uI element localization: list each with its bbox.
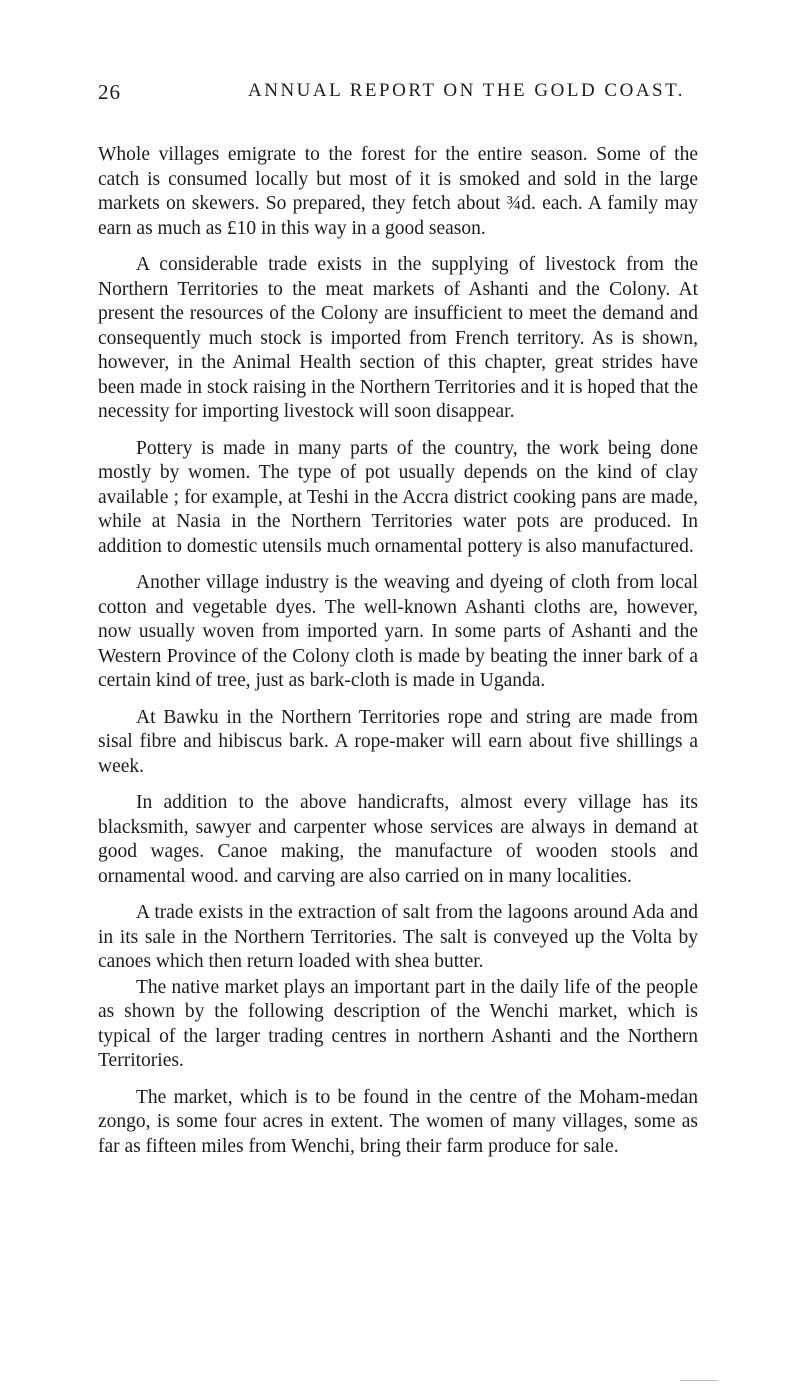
paragraph-pottery: Pottery is made in many parts of the country, the work being done mostly by women. The type of pot usually depends on the kind of clay available ; for example, at Teshi in the Accra district cooking pans are made, while at Nasia in the Northern Territories water pots are produced. In addition to domestic utensils much ornamental pottery is also manufactured. xyxy=(98,437,698,557)
paragraph-weaving: Another village industry is the weaving and dyeing of cloth from local cotton and vegetable dyes. The well-known Ashanti cloths are, however, now usually woven from imported yarn. In some parts of Ashanti and the Western Province of the Colony cloth is made by beating the inner bark of a certain kind of tree, just as bark-cloth is made in Uganda. xyxy=(98,572,698,691)
page-number: 26 xyxy=(98,80,121,104)
paragraph-native-market: The native market plays an important part in the daily life of the people as shown by the following description of the Wenchi market, which is typical of the larger trading centres in northern Ashanti and the Northern Territories. xyxy=(98,976,698,1071)
paragraph-handicrafts: In addition to the above handicrafts, almost every village has its blacksmith, sawyer and carpenter whose services are always in demand at good wages. Canoe making, the manufacture of wooden stools and ornamental wood. and carving are also carried on in many localities. xyxy=(98,792,698,887)
running-title: ANNUAL REPORT ON THE GOLD COAST. xyxy=(248,80,686,101)
paragraph-salt-trade: A trade exists in the extraction of salt from the lagoons around Ada and in its sale in the Northern Territories. The salt is conveyed up the Volta by canoes which then return loaded with shea butter. xyxy=(98,902,698,972)
paragraph-fish-trade: Whole villages emigrate to the forest for the entire season. Some of the catch is consumed locally but most of it is smoked and sold in the large markets on skewers. So prepared, they fetch about ¾d. each. A family may earn as much as £10 in this way in a good season. xyxy=(98,144,698,239)
page-edge-mark xyxy=(680,1380,718,1381)
paragraph-wenchi-market: The market, which is to be found in the centre of the Moham-medan zongo, is some four acres in extent. The women of many villages, some as far as fifteen miles from Wenchi, bring their farm produce for sale. xyxy=(98,1086,698,1157)
paragraph-rope-making: At Bawku in the Northern Territories rope and string are made from sisal fibre and hibiscus bark. A rope-maker will earn about five shillings a week. xyxy=(98,706,698,777)
body-text xyxy=(98,143,698,1171)
paragraph-livestock: A considerable trade exists in the supplying of livestock from the Northern Territories to the meat markets of Ashanti and the Colony. At present the resources of the Colony are insufficient to meet the demand and consequently much stock is imported from French territory. As is shown, however, in the Animal Health section of this chapter, great strides have been made in stock raising in the Northern Territories and it is hoped that the necessity for importing livestock will soon disappear. xyxy=(98,254,698,422)
page-header xyxy=(98,80,718,120)
